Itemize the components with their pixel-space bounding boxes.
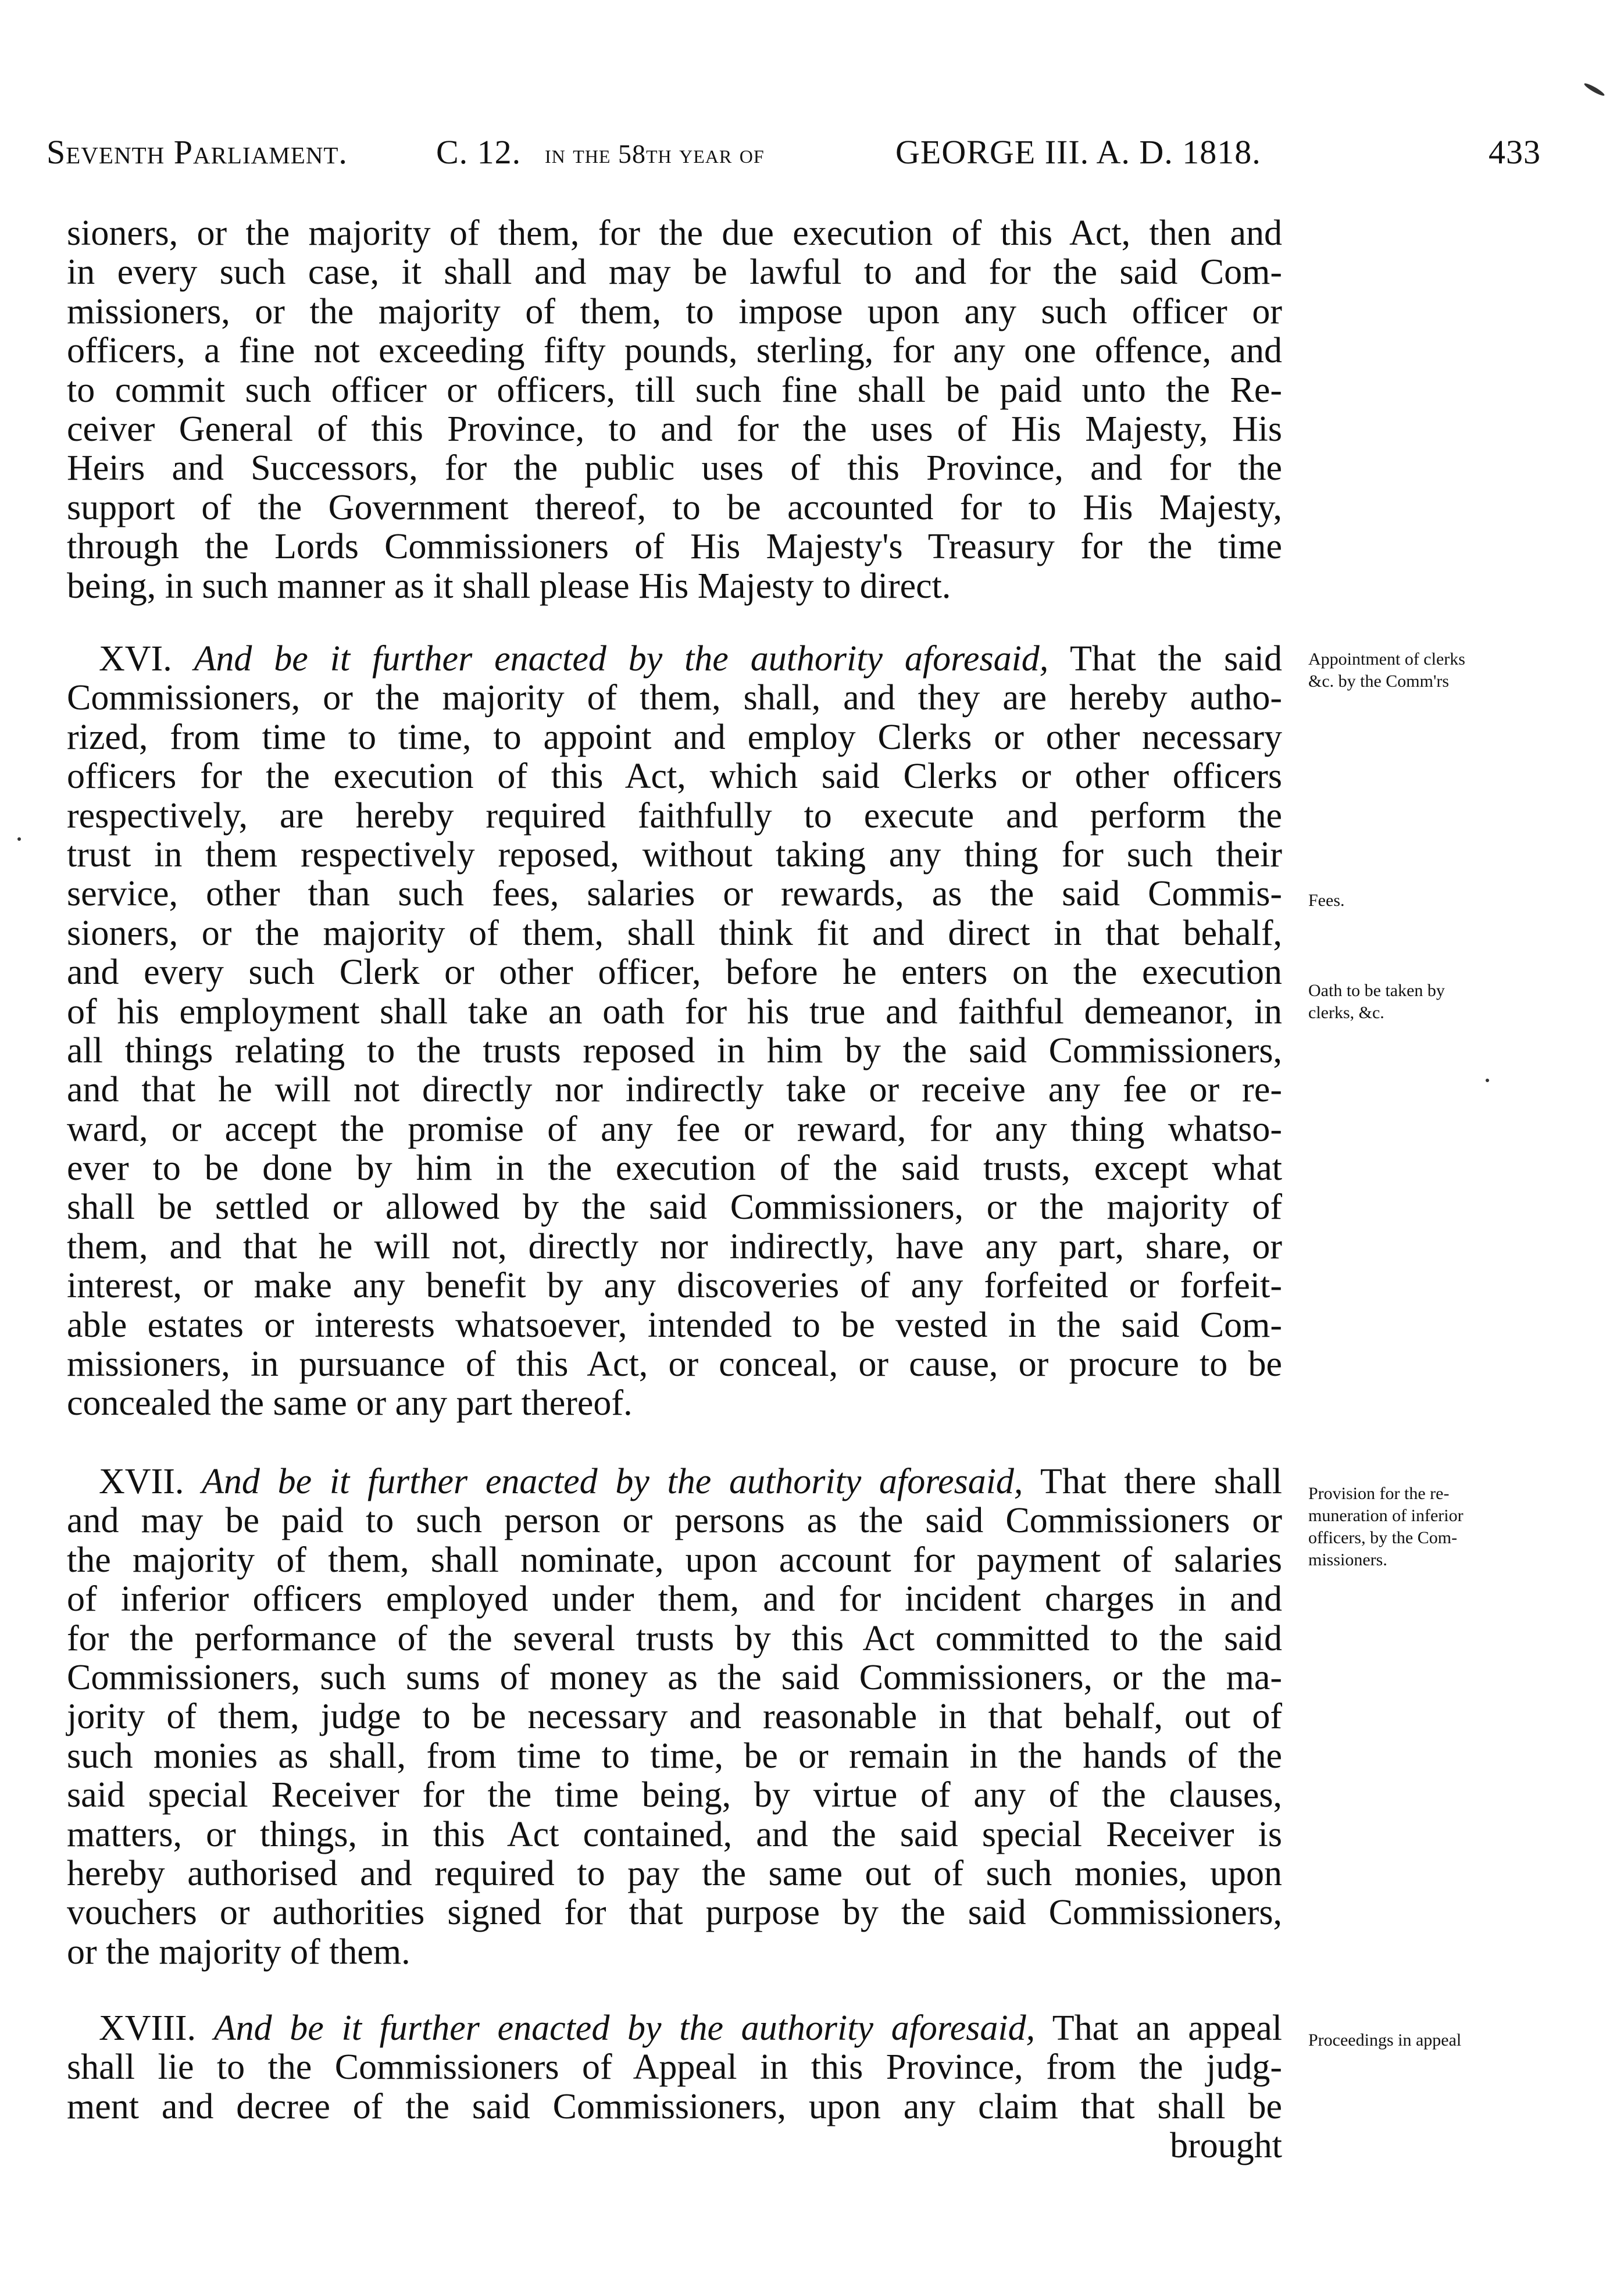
text-line: able estates or interests whatsoever, intended to be vested in the said Com- bbox=[67, 1305, 1282, 1345]
page-number: 433 bbox=[1489, 133, 1541, 171]
text-line: support of the Government thereof, to be accounted for to His Majesty, bbox=[67, 487, 1282, 527]
first-line-rest: That an appeal bbox=[1052, 2008, 1283, 2048]
section-first-line bbox=[67, 640, 1282, 679]
running-head bbox=[47, 133, 1558, 179]
first-line-rest: That the said bbox=[1070, 639, 1282, 679]
enacting-clause: And be it further enacted by the authority aforesaid, bbox=[202, 1462, 1023, 1501]
text-line: officers, a fine not exceeding fifty pounds, sterling, for any one offence, and bbox=[67, 331, 1282, 371]
section-first-line bbox=[67, 2009, 1282, 2048]
text-line: shall be settled or allowed by the said Commissioners, or the majority of bbox=[67, 1187, 1282, 1227]
margin-note-proceedings: Proceedings in appeal bbox=[1308, 2031, 1462, 2050]
text-line: and that he will not directly nor indirectly take or receive any fee or re- bbox=[67, 1070, 1282, 1110]
text-line: to commit such officer or officers, till such fine shall be paid unto the Re- bbox=[67, 370, 1282, 410]
scan-speck bbox=[1486, 1079, 1489, 1082]
text-line: Commissioners, such sums of money as the said Commissioners, or the ma- bbox=[67, 1657, 1282, 1697]
text-line: jority of them, judge to be necessary and reasonable in that behalf, out of bbox=[67, 1697, 1282, 1737]
text-line: trust in them respectively reposed, without taking any thing for such their bbox=[67, 834, 1282, 875]
text-line: through the Lords Commissioners of His Majesty's Treasury for the time bbox=[67, 527, 1282, 567]
continuation-paragraph bbox=[67, 214, 1282, 606]
text-line: and every such Clerk or other officer, before he enters on the execution bbox=[67, 952, 1282, 993]
text-line: the majority of them, shall nominate, upon account for payment of salaries bbox=[67, 1540, 1282, 1580]
text-line: such monies as shall, from time to time, be or remain in the hands of the bbox=[67, 1736, 1282, 1776]
margin-note-provision: Provision for the re- muneration of inferior officers, by the Com- missioners. bbox=[1308, 1484, 1464, 1569]
text-line: matters, or things, in this Act contained, and the said special Receiver is bbox=[67, 1814, 1282, 1854]
text-line: sioners, or the majority of them, for the due execution of this Act, then and bbox=[67, 213, 1282, 253]
running-head-year-phrase: in the 58th year of bbox=[545, 139, 765, 169]
text-line: missioners, or the majority of them, to impose upon any such officer or bbox=[67, 291, 1282, 331]
text-line: ward, or accept the promise of any fee or reward, for any thing whatso- bbox=[67, 1109, 1282, 1149]
enacting-clause: And be it further enacted by the authority aforesaid, bbox=[194, 639, 1049, 679]
text-line: respectively, are hereby required faithfully to execute and perform the bbox=[67, 795, 1282, 836]
text-line: Heirs and Successors, for the public uses of this Province, and for the bbox=[67, 448, 1282, 488]
text-line: rized, from time to time, to appoint and employ Clerks or other necessary bbox=[67, 717, 1282, 757]
margin-note-fees: Fees. bbox=[1308, 891, 1345, 910]
enacting-clause: And be it further enacted by the authority aforesaid, bbox=[213, 2008, 1036, 2048]
section-numeral: XVIII. bbox=[99, 2008, 196, 2048]
text-line: ever to be done by him in the execution of the said trusts, except what bbox=[67, 1148, 1282, 1189]
section-first-line bbox=[67, 1462, 1282, 1501]
section-numeral: XVI. bbox=[99, 639, 172, 679]
text-line: or the majority of them. bbox=[67, 1932, 411, 1972]
text-line: shall lie to the Commissioners of Appeal in this Province, from the judg- bbox=[67, 2047, 1282, 2087]
text-line: being, in such manner as it shall please His Majesty to direct. bbox=[67, 566, 951, 606]
text-line: said special Receiver for the time being, by virtue of any of the clauses, bbox=[67, 1775, 1282, 1815]
text-line: missioners, in pursuance of this Act, or conceal, or cause, or procure to be bbox=[67, 1344, 1282, 1384]
text-line: Commissioners, or the majority of them, shall, and they are hereby autho- bbox=[67, 678, 1282, 718]
text-line: of his employment shall take an oath for his true and faithful demeanor, in bbox=[67, 991, 1282, 1032]
text-line: hereby authorised and required to pay the same out of such monies, upon bbox=[67, 1853, 1282, 1893]
first-line-rest: That there shall bbox=[1040, 1462, 1283, 1501]
text-line: ment and decree of the said Commissioners, upon any claim that shall be bbox=[67, 2086, 1282, 2126]
text-line: them, and that he will not, directly nor indirectly, have any part, share, or bbox=[67, 1226, 1282, 1266]
text-line: service, other than such fees, salaries or rewards, as the said Commis- bbox=[67, 874, 1282, 914]
text-line: vouchers or authorities signed for that purpose by the said Commissioners, bbox=[67, 1893, 1282, 1933]
text-line: in every such case, it shall and may be lawful to and for the said Com- bbox=[67, 252, 1282, 292]
catchword: brought bbox=[1170, 2126, 1282, 2166]
section-xviii bbox=[67, 2009, 1282, 2166]
section-numeral: XVII. bbox=[99, 1462, 184, 1501]
text-line: of inferior officers employed under them, and for incident charges in and bbox=[67, 1579, 1282, 1619]
running-head-parliament: Seventh Parliament. bbox=[47, 133, 348, 171]
text-line: for the performance of the several trusts by this Act committed to the said bbox=[67, 1618, 1282, 1658]
scan-speck bbox=[17, 837, 21, 841]
margin-note-oath: Oath to be taken by clerks, &c. bbox=[1308, 981, 1445, 1022]
text-line: concealed the same or any part thereof. bbox=[67, 1383, 633, 1423]
text-line: and may be paid to such person or persons as the said Commissioners or bbox=[67, 1501, 1282, 1541]
text-line: officers for the execution of this Act, which said Clerks or other officers bbox=[67, 756, 1282, 797]
margin-note-appointment: Appointment of clerks &c. by the Comm'rs bbox=[1308, 650, 1465, 691]
text-line: all things relating to the trusts reposed in him by the said Commissioners, bbox=[67, 1030, 1282, 1070]
text-line: interest, or make any benefit by any discoveries of any forfeited or forfeit- bbox=[67, 1266, 1282, 1306]
scan-speck bbox=[1583, 82, 1606, 98]
section-xvii bbox=[67, 1462, 1282, 1972]
text-line: sioners, or the majority of them, shall think fit and direct in that behalf, bbox=[67, 913, 1282, 953]
section-xvi bbox=[67, 640, 1282, 1423]
running-head-chapter: C. 12. bbox=[436, 133, 522, 171]
text-line: ceiver General of this Province, to and for the uses of His Majesty, His bbox=[67, 409, 1282, 449]
running-head-sovereign: GEORGE III. A. D. 1818. bbox=[895, 133, 1261, 171]
